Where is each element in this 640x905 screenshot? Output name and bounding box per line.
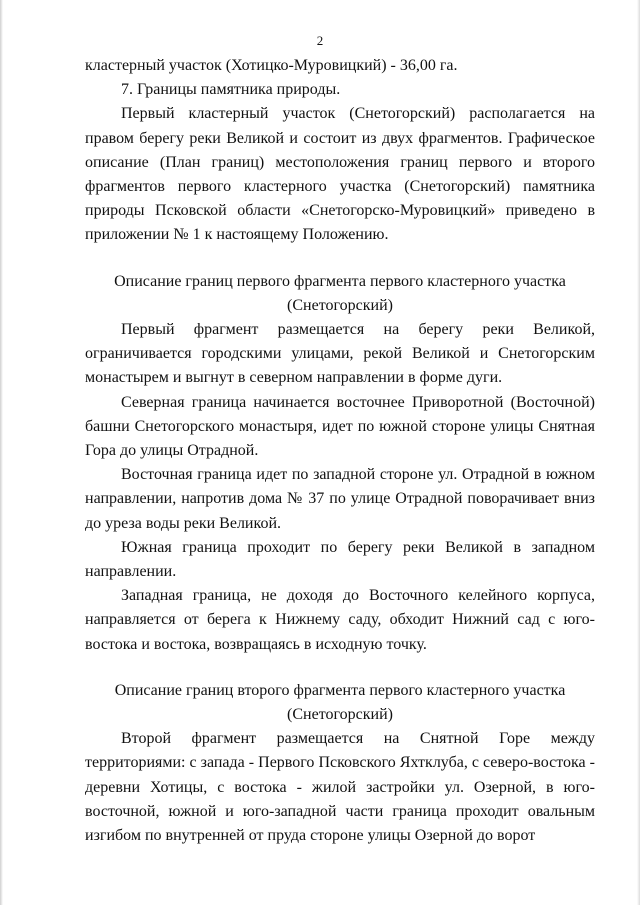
spacer	[85, 248, 595, 270]
fragment1-heading-line2: (Снетогорский)	[287, 296, 393, 314]
fragment1-east-boundary: Восточная граница идет по западной стороне ул. Отрадной в южном направлении, напротив дома № 37 по улице Отрадной поворачивает вниз до уреза воды реки Великой.	[85, 466, 595, 532]
fragment1-south-boundary: Южная граница проходит по берегу реки Великой в западном направлении.	[85, 538, 595, 581]
fragment1-west-boundary: Западная граница, не доходя до Восточного келейного корпуса, направляется от берега к Нижнему саду, обходит Нижний сад с юго-востока и востока, возвращаясь в исходную точку.	[85, 587, 595, 653]
fragment1-north-boundary: Северная граница начинается восточнее Приворотной (Восточной) башни Снетогорского монастыря, идет по южной стороне улицы Снятная Гора до улицы Отрадной.	[85, 393, 595, 460]
fragment2-heading-line2: (Снетогорский)	[287, 706, 393, 724]
document-body	[85, 54, 595, 848]
fragment2-heading-line1: Описание границ второго фрагмента первого кластерного участка	[114, 681, 566, 699]
scan-edge-left	[0, 0, 3, 905]
fragment1-heading-line1: Описание границ первого фрагмента первого кластерного участка	[114, 272, 566, 290]
fragment2-paragraph: Второй фрагмент размещается на Снятной Горе между территориями: с запада - Первого Псковского Яхтклуба, с северо-востока - деревни Хотицы, с востока - жилой застройки ул. Озерной, в юго-восточной, южной и юго-западной части граница проходит овальным изгибом по внутренней от пруда стороне улицы Озерной до ворот	[85, 730, 595, 845]
spacer	[85, 657, 595, 679]
page-number: 2	[316, 33, 324, 48]
fragment1-paragraph: Первый фрагмент размещается на берегу реки Великой, ограничивается городскими улицами, рекой Великой и Снетогорским монастырем и выгнут в северном направлении в форме дуги.	[85, 321, 595, 387]
paragraph-continuation: кластерный участок (Хотицко-Муровицкий) - 36,00 га.	[85, 57, 458, 74]
paragraph-cluster-intro: Первый кластерный участок (Снетогорский) располагается на правом берегу реки Великой и состоит из двух фрагментов. Графическое описание (План границ) местоположения границ первого и второго фрагментов первого кластерного участка (Снетогорский) памятника природы Псковской области «Снетогорско-Муровицкий» приведено в приложении № 1 к настоящему Положению.	[85, 105, 595, 244]
section-heading-7: 7. Границы памятника природы.	[121, 81, 341, 99]
